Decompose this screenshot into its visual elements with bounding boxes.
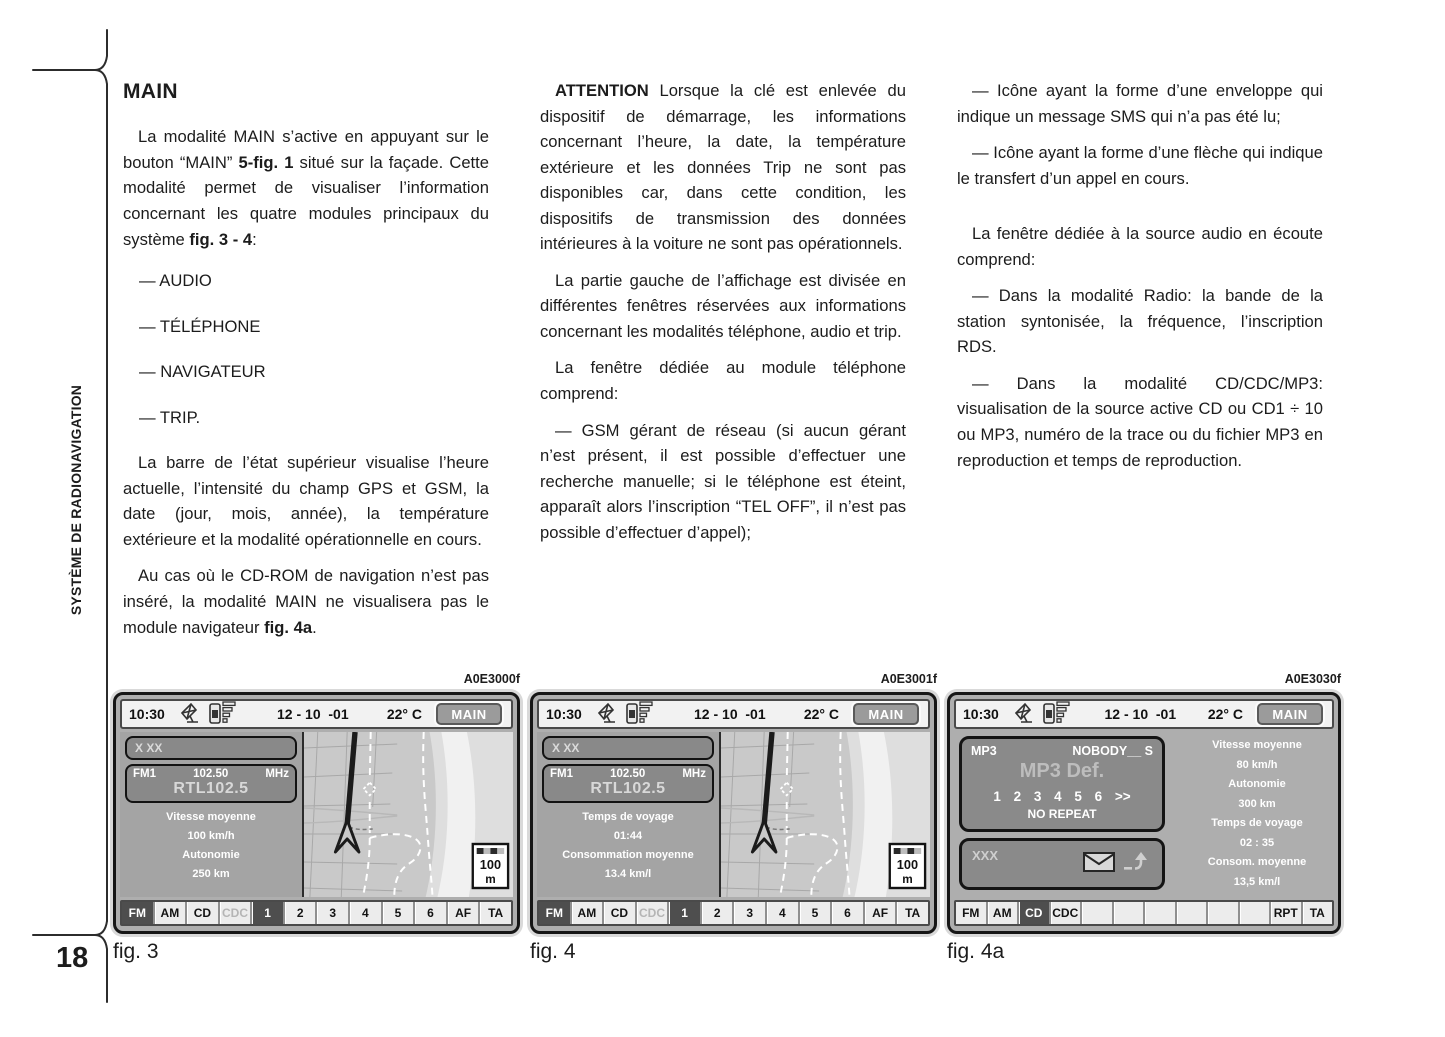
softkey-preset-6: 6 [830,902,863,924]
softkey-af: AF [863,902,896,924]
softkey-af: AF [446,902,479,924]
temperature-display: 22° C [803,706,839,722]
date-display: 12 - 10 -01 [1104,706,1177,722]
softkey-am: AM [986,902,1018,924]
figure-code: A0E3030f [1284,672,1341,686]
main-mode-badge: MAIN [1257,703,1323,725]
mp3-track-numbers: 1 2 3 4 5 6 >> [993,789,1131,804]
softkey-blank [1112,902,1144,924]
softkey-rpt: RPT [1269,902,1301,924]
map-scale-unit: m [485,871,496,887]
paragraph: — Icône ayant la forme d’une flèche qui indique le transfert d’un appel en cours. [957,143,1323,188]
softkey-preset-4: 4 [348,902,381,924]
mp3-station-label: NOBODY__ S [1072,744,1153,758]
softkey-preset-5: 5 [381,902,414,924]
gsm-phone-signal-icon [209,701,239,728]
softkey-blank [1175,902,1207,924]
trip-line: Autonomie [1228,778,1286,790]
paragraph: La barre de l’état supérieur visualise l’heure actuelle, l’intensité du champ GPS et GSM, la date (jour, mois, année), la température extérieure et la modalité opérationnelle en cours. [123,453,489,549]
trip-line: Temps de voyage [1211,817,1303,829]
sms-envelope-icon [1082,850,1120,879]
radio-band: FM1 [550,768,573,780]
figure-3 [113,672,520,964]
gps-satellite-icon [1013,702,1037,727]
softkey-blank [1080,902,1112,924]
phone-window: X XX [542,736,714,760]
nav-display-screen [947,692,1341,934]
softkey-bar [537,900,930,926]
phone-message-window [959,838,1165,890]
paragraph: — GSM gérant de réseau (si aucun gérant n’est présent, il est possible d’effectuer une recherche manuelle; si le téléphone est éteint, apparaît alors l’inscription “TEL OFF”, il n’est pas possible d’effectuer d’appel); [540,420,906,542]
trip-info [537,808,719,884]
paragraph: La fenêtre dédiée à la source audio en écoute comprend: [957,224,1323,269]
trip-line: 80 km/h [1236,758,1278,771]
paragraph: — Dans la modalité CD/CDC/MP3: visualisation de la source active CD ou CD1 ÷ 10 ou MP3, numéro de la trace ou du fichier MP3 en reproduction et temps de reproduction. [957,373,1323,470]
audio-window [542,764,714,803]
softkey-blank [1238,902,1270,924]
trip-line: Autonomie [182,849,240,861]
paragraph: La fenêtre dédiée au module téléphone comprend: [540,358,906,404]
trip-line: Vitesse moyenne [166,811,256,823]
softkey-preset-5: 5 [798,902,831,924]
left-info-panel [120,732,302,897]
softkey-blank [1143,902,1175,924]
radio-band: FM1 [133,768,156,780]
navigation-map [719,732,930,897]
softkey-preset-2: 2 [283,902,316,924]
softkey-cdc: CDC [635,902,668,924]
date-display: 12 - 10 -01 [694,706,766,722]
trip-line: Consom. moyenne [1207,856,1307,868]
softkey-cdc: CDC [218,902,251,924]
list-item: — TÉLÉPHONE [139,316,261,336]
figure-code: A0E3000f [463,672,520,686]
navigation-map [302,732,513,897]
page-number: 18 [56,942,89,974]
trip-line: 01:44 [613,830,643,842]
trip-line: 100 km/h [187,830,235,842]
softkey-ta: TA [1301,902,1333,924]
figure-caption: fig. 4 [530,940,576,963]
display-content [954,732,1334,897]
figure-4a [947,672,1341,964]
audio-window [125,764,297,803]
softkey-cd: CD [1017,902,1049,924]
trip-info [120,808,302,884]
softkey-preset-4: 4 [765,902,798,924]
sidebar-chapter-label: SYSTÈME DE RADIONAVIGATION [68,384,84,616]
softkey-blank [1206,902,1238,924]
paragraph: — Icône ayant la forme d’une enveloppe qui indique un message SMS qui n’a pas été lu; [957,81,1323,126]
map-scale-box [890,844,925,888]
gsm-phone-signal-icon [626,701,656,728]
clock: 10:30 [963,706,999,722]
figure-caption: fig. 3 [113,940,159,963]
paragraph: — Dans la modalité Radio: la bande de la station syntonisée, la fréquence, l’inscription RDS. [957,286,1323,357]
map-scale-value: 100 [896,856,919,873]
trip-line: 13,5 km/l [1233,875,1281,888]
module-list [123,268,489,430]
radio-station-name: RTL102.5 [173,780,249,797]
softkey-am: AM [153,902,186,924]
main-mode-badge: MAIN [436,703,502,725]
map-scale-unit: m [902,871,913,887]
trip-line: 250 km [192,868,230,880]
softkey-fm: FM [539,902,570,924]
softkey-preset-1: 1 [667,902,700,924]
left-info-panel [537,732,719,897]
mp3-audio-window [959,736,1165,832]
audio-source-label: MP3 [971,744,997,758]
text-column-3 [957,78,1323,484]
softkey-bar [954,900,1334,926]
clock: 10:30 [129,706,165,722]
gps-satellite-icon [596,702,620,727]
figure-code: A0E3001f [880,672,937,686]
softkey-fm: FM [962,906,980,920]
nav-display-screen [530,692,937,934]
list-item: — AUDIO [139,271,212,291]
radio-frequency: 102.50 [610,768,646,780]
radio-unit: MHz [682,768,706,780]
softkey-ta: TA [895,902,928,924]
softkey-cd: CD [185,902,218,924]
trip-line: 02 : 35 [1239,836,1275,849]
softkey-preset-6: 6 [413,902,446,924]
radio-frequency: 102.50 [193,768,229,780]
display-content [537,732,930,897]
nav-display-screen [113,692,520,934]
trip-line: 13.4 km/l [604,868,652,880]
temperature-display: 22° C [1207,706,1243,722]
list-item: — TRIP. [139,407,201,427]
date-display: 12 - 10 -01 [277,706,349,722]
gps-satellite-icon [179,702,203,727]
softkey-preset-1: 1 [250,902,283,924]
softkey-bar [120,900,513,926]
radio-station-name: RTL102.5 [590,780,666,797]
softkey-preset-3: 3 [732,902,765,924]
list-item: — NAVIGATEUR [139,362,266,382]
trip-line: Temps de voyage [582,811,674,823]
text-column-2 [540,78,906,556]
text-column-1 [123,76,489,651]
phone-window: X XX [125,736,297,760]
paragraph: Au cas où le CD-ROM de navigation n’est pas inséré, la modalité MAIN ne visualisera pas le module navigateur fig. 4a. [123,566,489,637]
paragraph: La modalité MAIN s’active en appuyant sur le bouton “MAIN” 5-fig. 1 situé sur la façade. Cette modalité permet de visualiser l’information concernant les quatre modules principaux du système fig. 3 - 4: [123,127,489,249]
paragraph: ATTENTION Lorsque la clé est enlevée du dispositif de démarrage, les informations concernant l’heure, la date, la température extérieure et les données Trip ne sont pas disponibles car, dans cette condition, les dispositifs de transmission des données intérieures à la voiture ne sont pas opérationnels. [540,81,906,254]
section-heading: MAIN [123,80,178,103]
mp3-repeat-status: NO REPEAT [1027,807,1097,821]
trip-line: 300 km [1238,797,1276,810]
clock: 10:30 [546,706,582,722]
softkey-ta: TA [478,902,511,924]
softkey-cd: CD [602,902,635,924]
trip-info [1182,736,1332,892]
paragraph: La partie gauche de l’affichage est divisée en différentes fenêtres réservées aux informations concernant les modalités téléphone, audio et trip. [540,270,906,341]
trip-line: Vitesse moyenne [1212,739,1302,751]
figure-caption: fig. 4a [947,940,1005,963]
softkey-preset-2: 2 [700,902,733,924]
status-bar [954,699,1334,729]
temperature-display: 22° C [386,706,422,722]
phone-window-label: XXX [972,848,999,863]
trip-line: Consommation moyenne [562,849,694,861]
figure-4 [530,672,937,964]
display-content [120,732,513,897]
softkey-am: AM [570,902,603,924]
mp3-track-title: MP3 Def. [1019,760,1105,782]
status-bar [537,699,930,729]
main-mode-badge: MAIN [853,703,919,725]
gsm-phone-signal-icon [1043,701,1073,728]
radio-unit: MHz [265,768,289,780]
softkey-preset-3: 3 [315,902,348,924]
call-transfer-arrow-icon [1124,851,1152,878]
map-scale-box [473,844,508,888]
map-scale-value: 100 [479,856,502,873]
softkey-cdc: CDC [1049,902,1081,924]
softkey-fm: FM [122,902,153,924]
status-bar [120,699,513,729]
